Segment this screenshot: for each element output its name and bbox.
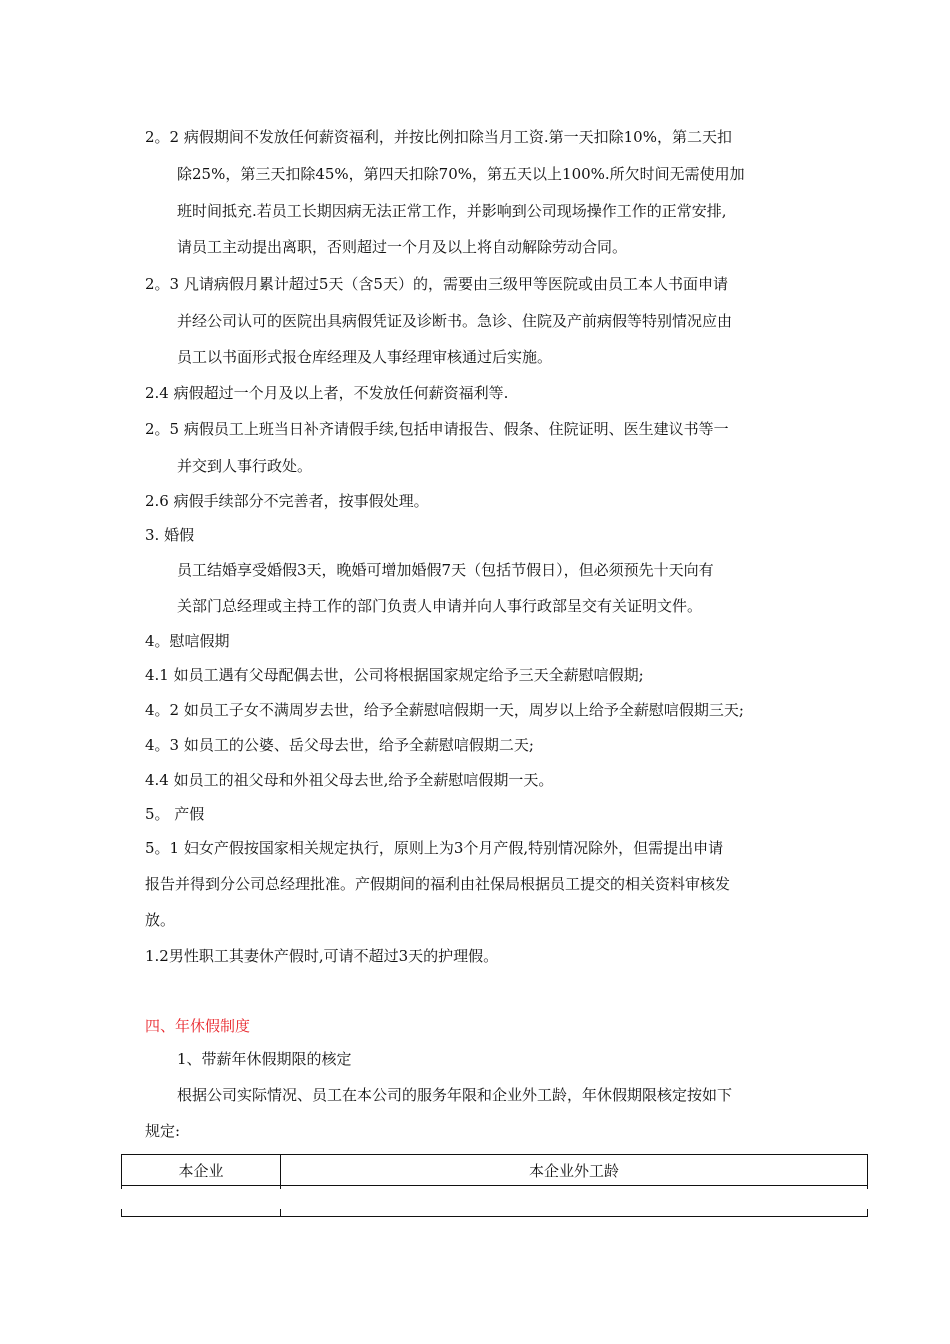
paragraph-2-2-line4: 请员工主动提出离职，否则超过一个月及以上将自动解除劳动合同。 (177, 238, 628, 256)
table-header-company: 本企业 (122, 1155, 281, 1186)
paragraph-2-3-line1: 2。3 凡请病假月累计超过5天（含5天）的，需要由三级甲等医院或由员工本人书面申请 (145, 275, 728, 293)
paragraph-4-1: 4.1 如员工遇有父母配偶去世，公司将根据国家规定给予三天全薪慰唁假期; (145, 666, 644, 684)
paragraph-4-3: 4。3 如员工的公婆、岳父母去世，给予全薪慰唁假期二天; (145, 736, 534, 754)
page-bottom-crop (115, 1189, 875, 1209)
paragraph-4-2: 4。2 如员工子女不满周岁去世，给予全薪慰唁假期一天，周岁以上给予全薪慰唁假期三天; (145, 701, 744, 719)
paragraph-2-3-line2: 并经公司认可的医院出具病假凭证及诊断书。急诊、住院及产前病假等特别情况应由 (177, 312, 733, 330)
paragraph-2-6: 2.6 病假手续部分不完善者，按事假处理。 (145, 492, 429, 510)
section-title-annual-leave: 四、年休假制度 (145, 1017, 251, 1035)
paragraph-2-2-line3: 班时间抵充.若员工长期因病无法正常工作，并影响到公司现场操作工作的正常安排, (177, 202, 727, 220)
table-header-external-seniority: 本企业外工龄 (281, 1155, 868, 1186)
paragraph-2-2-line1: 2。2 病假期间不发放任何薪资福利，并按比例扣除当月工资.第一天扣除10%，第二天扣 (145, 128, 732, 146)
table-row (122, 1155, 868, 1186)
subsection-title: 1、带薪年休假期限的核定 (177, 1050, 352, 1068)
marriage-leave-line2: 关部门总经理或主持工作的部门负责人申请并向人事行政部呈交有关证明文件。 (177, 597, 703, 615)
heading-marriage-leave: 3. 婚假 (145, 526, 195, 544)
heading-maternity-leave: 5。 产假 (145, 805, 205, 823)
paragraph-1-2: 1.2男性职工其妻休产假时,可请不超过3天的护理假。 (145, 947, 499, 965)
paragraph-5-1-line2: 报告并得到分公司总经理批准。产假期间的福利由社保局根据员工提交的相关资料审核发 (145, 875, 731, 893)
intro-line2: 规定: (145, 1122, 181, 1140)
paragraph-5-1-line1: 5。1 妇女产假按国家相关规定执行，原则上为3个月产假,特别情况除外，但需提出申请 (145, 839, 724, 857)
paragraph-2-4: 2.4 病假超过一个月及以上者，不发放任何薪资福利等. (145, 384, 509, 402)
heading-bereavement-leave: 4。慰唁假期 (145, 632, 230, 650)
paragraph-2-2-line2: 除25%，第三天扣除45%，第四天扣除70%，第五天以上100%.所欠时间无需使用加 (177, 165, 745, 183)
marriage-leave-line1: 员工结婚享受婚假3天，晚婚可增加婚假7天（包括节假日），但必须预先十天向有 (177, 561, 714, 579)
paragraph-5-1-line3: 放。 (145, 911, 176, 929)
paragraph-2-3-line3: 员工以书面形式报仓库经理及人事经理审核通过后实施。 (177, 348, 553, 366)
paragraph-2-5-line1: 2。5 病假员工上班当日补齐请假手续,包括申请报告、假条、住院证明、医生建议书等一 (145, 420, 729, 438)
paragraph-4-4: 4.4 如员工的祖父母和外祖父母去世,给予全薪慰唁假期一天。 (145, 771, 554, 789)
paragraph-2-5-line2: 并交到人事行政处。 (177, 457, 313, 475)
intro-line1: 根据公司实际情况、员工在本公司的服务年限和企业外工龄，年休假期限核定按如下 (177, 1086, 733, 1104)
